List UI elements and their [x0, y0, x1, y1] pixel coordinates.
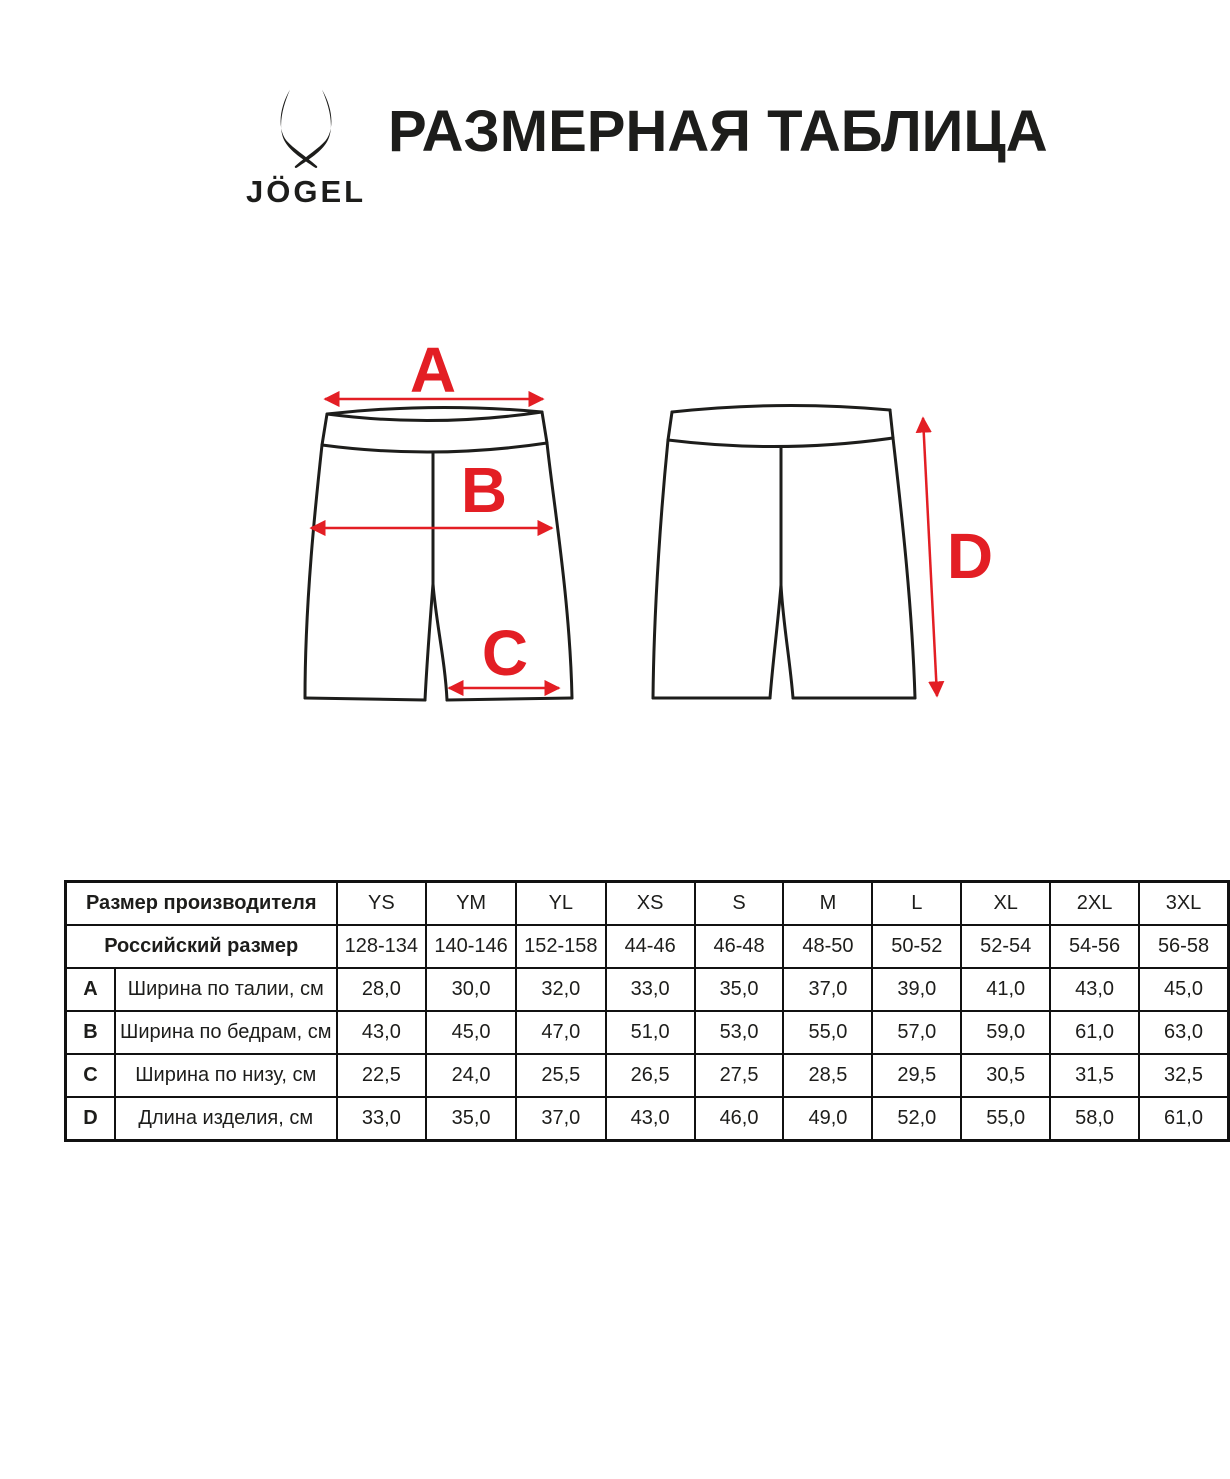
dim-label-d: D [946, 520, 994, 592]
size-header-cell: XS [606, 882, 695, 926]
size-table-body [66, 882, 1229, 1141]
measurement-value-cell: 57,0 [872, 1011, 961, 1054]
manufacturer-size-label: Размер производителя [66, 882, 337, 926]
russian-size-cell: 50-52 [872, 925, 961, 968]
measurement-value-cell: 53,0 [695, 1011, 784, 1054]
measurement-value-cell: 28,5 [783, 1054, 872, 1097]
brand-logo [246, 88, 366, 213]
russian-size-label: Российский размер [66, 925, 337, 968]
measurement-value-cell: 28,0 [337, 968, 427, 1011]
size-header-cell: YS [337, 882, 427, 926]
measurement-label-cell: Ширина по бедрам, см [115, 1011, 336, 1054]
shorts-back-view [653, 405, 915, 698]
measurement-value-cell: 29,5 [872, 1054, 961, 1097]
measurement-letter-cell: A [66, 968, 116, 1011]
size-header-cell: L [872, 882, 961, 926]
size-header-cell: YL [516, 882, 606, 926]
size-header-cell: S [695, 882, 784, 926]
jogel-tulip-icon [262, 88, 350, 172]
measurement-value-cell: 33,0 [606, 968, 695, 1011]
size-header-cell: 3XL [1139, 882, 1228, 926]
measurement-letter-cell: D [66, 1097, 116, 1141]
russian-size-row [66, 925, 1229, 968]
measurement-value-cell: 46,0 [695, 1097, 784, 1141]
measurement-label-cell: Ширина по низу, см [115, 1054, 336, 1097]
measurement-value-cell: 32,5 [1139, 1054, 1228, 1097]
measurement-value-cell: 55,0 [783, 1011, 872, 1054]
measurement-value-cell: 35,0 [426, 1097, 516, 1141]
russian-size-cell: 140-146 [426, 925, 516, 968]
measurement-value-cell: 33,0 [337, 1097, 427, 1141]
russian-size-cell: 128-134 [337, 925, 427, 968]
measurement-value-cell: 43,0 [1050, 968, 1139, 1011]
brand-wordmark: JÖGEL [246, 174, 367, 209]
measurement-value-cell: 39,0 [872, 968, 961, 1011]
measurement-value-cell: 31,5 [1050, 1054, 1139, 1097]
measurement-value-cell: 43,0 [337, 1011, 427, 1054]
dim-label-c: C [481, 617, 529, 689]
size-table-wrap [64, 880, 1230, 1142]
measurement-value-cell: 45,0 [426, 1011, 516, 1054]
measurement-value-cell: 30,5 [961, 1054, 1050, 1097]
measurement-value-cell: 55,0 [961, 1097, 1050, 1141]
measurement-value-cell: 52,0 [872, 1097, 961, 1141]
measurement-value-cell: 49,0 [783, 1097, 872, 1141]
measurement-value-cell: 32,0 [516, 968, 606, 1011]
russian-size-cell: 54-56 [1050, 925, 1139, 968]
size-table [64, 880, 1230, 1142]
measurement-value-cell: 63,0 [1139, 1011, 1228, 1054]
russian-size-cell: 44-46 [606, 925, 695, 968]
shorts-measurement-diagram [0, 330, 1230, 740]
russian-size-cell: 52-54 [961, 925, 1050, 968]
measurement-row [66, 1097, 1229, 1141]
manufacturer-size-row [66, 882, 1229, 926]
measurement-value-cell: 45,0 [1139, 968, 1228, 1011]
dim-label-b: B [460, 454, 508, 526]
measurement-value-cell: 24,0 [426, 1054, 516, 1097]
measurement-value-cell: 22,5 [337, 1054, 427, 1097]
dim-label-a: A [409, 334, 457, 406]
measurement-value-cell: 47,0 [516, 1011, 606, 1054]
russian-size-cell: 48-50 [783, 925, 872, 968]
size-header-cell: XL [961, 882, 1050, 926]
measurement-value-cell: 37,0 [783, 968, 872, 1011]
measurement-letter-cell: B [66, 1011, 116, 1054]
measurement-value-cell: 30,0 [426, 968, 516, 1011]
measurement-value-cell: 35,0 [695, 968, 784, 1011]
page-title: РАЗМЕРНАЯ ТАБЛИЦА [388, 99, 1048, 164]
measurement-value-cell: 26,5 [606, 1054, 695, 1097]
measurement-row [66, 968, 1229, 1011]
measurement-value-cell: 58,0 [1050, 1097, 1139, 1141]
measurement-label-cell: Ширина по талии, см [115, 968, 336, 1011]
shorts-front-view [305, 407, 572, 700]
measurement-value-cell: 61,0 [1050, 1011, 1139, 1054]
russian-size-cell: 56-58 [1139, 925, 1228, 968]
size-header-cell: M [783, 882, 872, 926]
russian-size-cell: 46-48 [695, 925, 784, 968]
measurement-value-cell: 59,0 [961, 1011, 1050, 1054]
size-header-cell: YM [426, 882, 516, 926]
russian-size-cell: 152-158 [516, 925, 606, 968]
measurement-letter-cell: C [66, 1054, 116, 1097]
measurement-value-cell: 41,0 [961, 968, 1050, 1011]
measurement-value-cell: 27,5 [695, 1054, 784, 1097]
measurement-value-cell: 43,0 [606, 1097, 695, 1141]
measurement-label-cell: Длина изделия, см [115, 1097, 336, 1141]
dim-arrow-d [923, 418, 937, 696]
measurement-value-cell: 61,0 [1139, 1097, 1228, 1141]
measurement-value-cell: 51,0 [606, 1011, 695, 1054]
measurement-value-cell: 37,0 [516, 1097, 606, 1141]
size-header-cell: 2XL [1050, 882, 1139, 926]
measurement-row [66, 1011, 1229, 1054]
measurement-row [66, 1054, 1229, 1097]
measurement-value-cell: 25,5 [516, 1054, 606, 1097]
